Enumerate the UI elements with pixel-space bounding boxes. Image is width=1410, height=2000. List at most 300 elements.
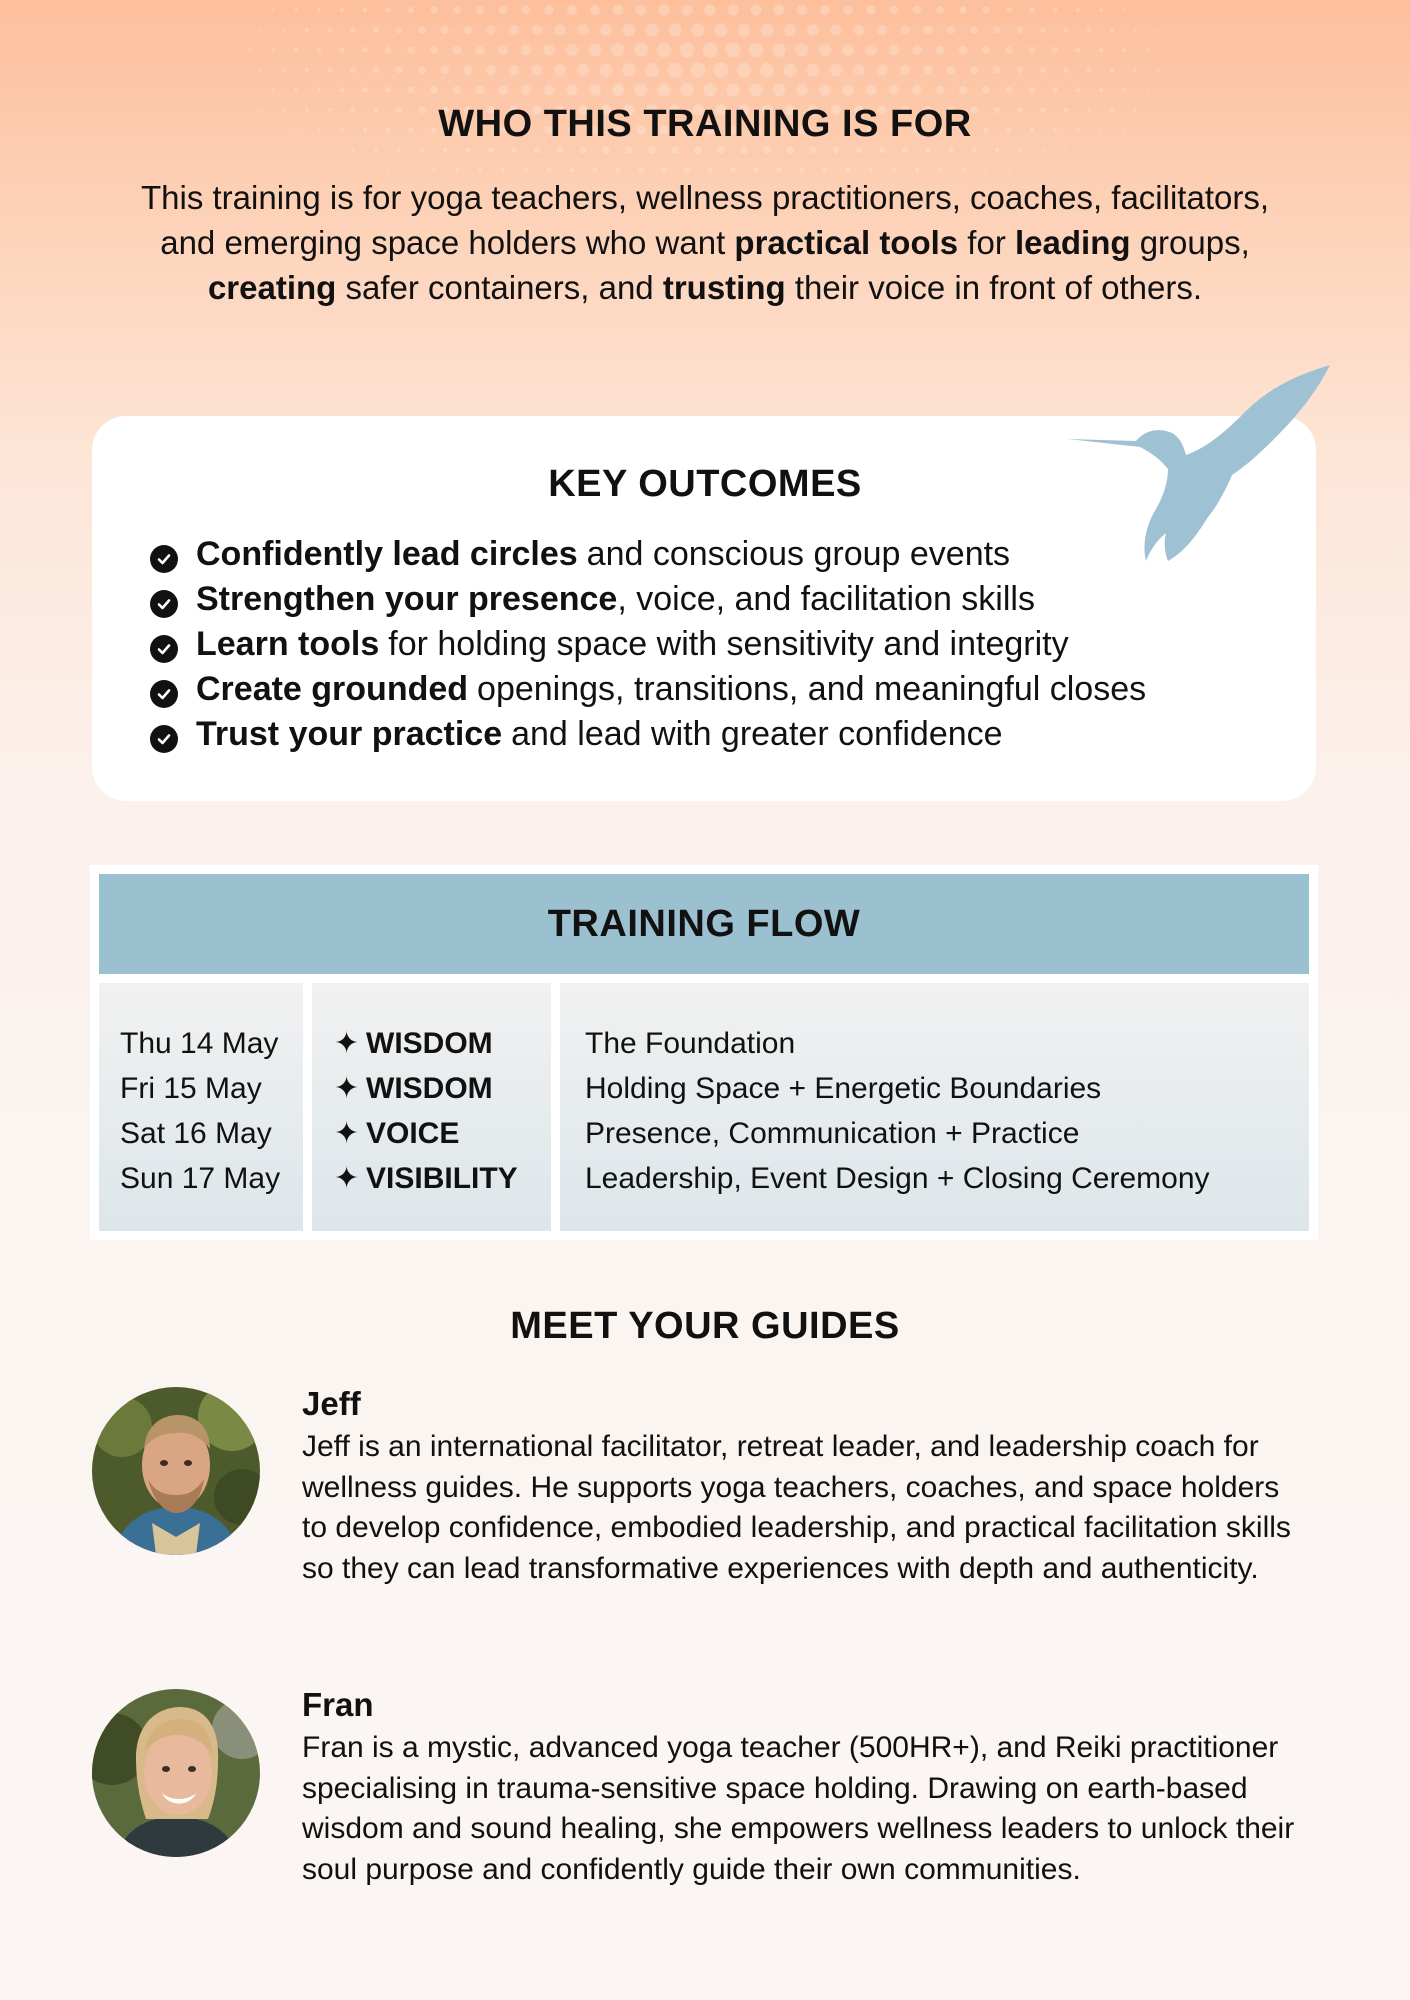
decorative-dot — [680, 83, 693, 96]
flow-date: Sun 17 May — [120, 1162, 281, 1195]
decorative-dot — [737, 63, 752, 78]
decorative-dot — [1123, 9, 1126, 12]
decorative-dot — [1041, 148, 1044, 151]
decorative-dot — [305, 28, 309, 32]
decorative-dot — [783, 63, 796, 76]
decorative-dot — [972, 148, 977, 153]
decorative-dot — [543, 44, 554, 55]
decorative-dot — [690, 62, 705, 77]
decorative-dot — [317, 48, 322, 53]
decorative-dot — [350, 67, 356, 73]
decorative-dot — [889, 85, 899, 95]
decorative-dot — [600, 64, 613, 77]
decorative-dot — [707, 167, 713, 173]
decorative-dot — [407, 46, 414, 53]
outcome-emphasis: Strengthen your presence — [196, 580, 618, 618]
intro-text: This training is for yoga teachers, wellness practitioners, coaches, facilitators, and emerging space holders who want — [141, 179, 1269, 261]
intro-paragraph — [110, 175, 1300, 310]
decorative-dot — [1053, 8, 1058, 13]
decorative-dot — [350, 27, 355, 32]
decorative-dot — [959, 86, 967, 94]
intro-emphasis: leading — [1015, 224, 1131, 261]
decorative-dot — [521, 45, 532, 56]
decorative-dot — [795, 43, 808, 56]
decorative-dot — [750, 84, 763, 97]
key-outcomes-title: KEY OUTCOMES — [548, 463, 862, 505]
flow-theme — [334, 1066, 551, 1111]
decorative-dot — [763, 146, 770, 153]
flow-topic: Holding Space + Energetic Boundaries — [585, 1072, 1102, 1105]
decorative-dot — [486, 25, 495, 34]
decorative-dot — [819, 44, 831, 56]
flow-topic: Presence, Communication + Practice — [585, 1117, 1080, 1150]
decorative-dot — [362, 7, 367, 12]
decorative-dot — [1145, 48, 1148, 51]
themes-column — [312, 983, 551, 1231]
check-circle-icon — [150, 590, 178, 618]
decorative-dot — [796, 84, 808, 96]
decorative-dot — [465, 147, 470, 152]
sparkle-icon: ✦ — [334, 1162, 360, 1195]
decorative-dot — [694, 146, 702, 154]
decorative-dot — [866, 5, 875, 14]
decorative-dot — [959, 46, 967, 54]
outcome-emphasis: Confidently lead circles — [196, 535, 578, 573]
decorative-dot — [704, 4, 715, 15]
decorative-dot — [1099, 88, 1103, 92]
decorative-dot — [923, 65, 932, 74]
flow-topic: Leadership, Event Design + Closing Ceremony — [585, 1162, 1210, 1195]
decorative-dot — [726, 43, 741, 58]
decorative-dot — [726, 83, 739, 96]
decorative-dot — [890, 6, 899, 15]
decorative-dot — [443, 148, 448, 153]
decorative-dot — [681, 4, 692, 15]
decorative-dot — [680, 43, 695, 58]
intro-text: their voice in front of others. — [785, 269, 1203, 306]
decorative-dot — [1146, 9, 1148, 11]
outcome-text: , voice, and facilitation skills — [617, 580, 1035, 618]
decorative-dot — [418, 26, 425, 33]
decorative-dot — [625, 146, 632, 153]
decorative-dot — [1157, 29, 1159, 31]
decorative-dot — [797, 5, 808, 16]
decorative-dot — [430, 86, 438, 94]
decorative-dot — [1006, 7, 1012, 13]
decorative-dot — [1052, 87, 1057, 92]
decorative-dot — [983, 7, 990, 14]
decorative-dot — [1052, 47, 1058, 53]
outcome-emphasis: Create grounded — [196, 670, 469, 708]
flow-date: Thu 14 May — [120, 1027, 279, 1060]
decorative-dot — [866, 85, 876, 95]
decorative-dot — [786, 146, 793, 153]
decorative-dot — [1065, 149, 1068, 152]
decorative-dot — [590, 5, 600, 15]
decorative-dot — [544, 85, 555, 96]
decorative-dot — [1017, 27, 1023, 33]
decorative-dot — [580, 147, 587, 154]
decorative-dot — [464, 26, 473, 35]
decorative-dot — [738, 24, 751, 37]
decorative-dot — [555, 25, 566, 36]
flow-theme-label: WISDOM — [366, 1072, 493, 1105]
decorative-dot — [294, 48, 298, 52]
decorative-dot — [774, 5, 785, 16]
decorative-dot — [691, 23, 704, 36]
intro-emphasis: creating — [207, 269, 337, 306]
intro-text: for — [958, 224, 1015, 261]
outcome-item — [150, 577, 1146, 622]
decorative-dot — [498, 85, 507, 94]
decorative-dot — [1005, 46, 1012, 53]
decorative-dot — [985, 169, 988, 172]
decorative-dot — [842, 44, 854, 56]
intro-text: groups, — [1130, 224, 1250, 261]
who-title: WHO THIS TRAINING IS FOR — [438, 103, 972, 145]
decorative-dot — [476, 6, 484, 14]
decorative-dot — [1076, 8, 1080, 12]
decorative-dot — [418, 66, 426, 74]
flow-theme-label: WISDOM — [366, 1027, 493, 1060]
decorative-dot — [577, 64, 589, 76]
outcome-text: openings, transitions, and meaningful closes — [477, 670, 1147, 708]
decorative-dot — [282, 68, 286, 72]
decorative-dot — [327, 67, 332, 72]
decorative-dot — [702, 42, 717, 57]
decorative-dot — [915, 168, 919, 172]
intro-emphasis: practical tools — [734, 224, 959, 261]
decorative-dot — [668, 63, 683, 78]
decorative-dot — [646, 24, 659, 37]
decorative-dot — [856, 147, 862, 153]
decorative-dot — [760, 63, 774, 77]
decorative-dot — [924, 26, 933, 35]
decorative-dot — [970, 26, 978, 34]
decorative-dot — [776, 167, 782, 173]
decorative-dot — [567, 5, 577, 15]
decorative-dot — [1122, 48, 1126, 52]
decorative-dot — [1040, 27, 1046, 33]
guide-name-jeff: Jeff — [302, 1385, 361, 1422]
decorative-dot — [671, 146, 679, 154]
decorative-dot — [329, 149, 331, 151]
decorative-dot — [453, 86, 461, 94]
decorative-dot — [773, 84, 785, 96]
decorative-dot — [1133, 68, 1136, 71]
decorative-dot — [1088, 149, 1090, 151]
decorative-dot — [1006, 87, 1013, 94]
decorative-dot — [730, 167, 736, 173]
flow-theme — [334, 1156, 551, 1201]
decorative-dot — [982, 46, 990, 54]
outcome-item — [150, 712, 1146, 757]
decorative-dot — [501, 168, 505, 172]
check-circle-icon — [150, 680, 178, 708]
sparkle-icon: ✦ — [334, 1027, 360, 1060]
decorative-dot — [900, 65, 910, 75]
decorative-dot — [959, 6, 966, 13]
outcome-text: for holding space with sensitivity and integrity — [388, 625, 1069, 663]
decorative-dot — [714, 23, 727, 36]
decorative-dot — [373, 67, 379, 73]
decorative-dot — [430, 46, 438, 54]
decorative-dot — [819, 84, 831, 96]
decorative-dot — [622, 63, 636, 77]
decorative-dot — [1017, 67, 1024, 74]
decorative-dot — [486, 65, 496, 75]
decorative-dot — [1018, 148, 1022, 152]
decorative-dot — [982, 86, 989, 93]
decorative-dot — [521, 85, 531, 95]
decorative-dot — [820, 5, 830, 15]
decorative-dot — [592, 167, 597, 172]
decorative-dot — [431, 7, 438, 14]
decorative-dot — [869, 168, 874, 173]
decorative-dot — [453, 6, 460, 13]
decorative-dot — [833, 147, 840, 154]
decorative-dot — [410, 169, 413, 172]
decorative-dot — [385, 7, 391, 13]
decorative-dot — [947, 26, 955, 34]
decorative-dot — [455, 168, 458, 171]
sparkle-icon: ✦ — [334, 1117, 360, 1150]
outcome-text: and conscious group events — [586, 535, 1011, 573]
decorative-dot — [374, 148, 377, 151]
decorative-dot — [1029, 7, 1034, 12]
decorative-dot — [547, 168, 552, 173]
decorative-dot — [1029, 87, 1035, 93]
outcome-emphasis: Learn tools — [196, 625, 380, 663]
decorative-dot — [892, 168, 896, 172]
decorative-dot — [282, 28, 285, 31]
decorative-dot — [463, 65, 472, 74]
decorative-dot — [362, 87, 368, 93]
decorative-dot — [645, 63, 659, 77]
decorative-dot — [634, 43, 648, 57]
decorative-dot — [822, 167, 827, 172]
decorative-dot — [509, 65, 519, 75]
decorative-dot — [441, 26, 449, 34]
decorative-dot — [947, 66, 956, 75]
decorative-dot — [569, 167, 574, 172]
decorative-dot — [936, 6, 944, 14]
decorative-dot — [420, 148, 424, 152]
decorative-dot — [441, 66, 449, 74]
flow-date: Sat 16 May — [120, 1117, 272, 1150]
decorative-dot — [522, 6, 531, 15]
decorative-dot — [249, 49, 252, 52]
intro-text: safer containers, and — [336, 269, 663, 306]
outcome-item — [150, 532, 1146, 577]
flow-topic: The Foundation — [585, 1027, 796, 1060]
guides-title: MEET YOUR GUIDES — [510, 1305, 900, 1347]
decorative-dot — [684, 167, 690, 173]
decorative-dot — [340, 8, 344, 12]
decorative-dot — [912, 85, 921, 94]
decorative-dot — [993, 66, 1000, 73]
decorative-dot — [557, 147, 564, 154]
decorative-dot — [294, 88, 298, 92]
decorative-dot — [271, 48, 274, 51]
decorative-dot — [727, 4, 738, 15]
decorative-dot — [830, 24, 841, 35]
decorative-dot — [843, 5, 853, 15]
decorative-dot — [305, 68, 309, 72]
guide-bio-jeff: Jeff is an international facilitator, retreat leader, and leadership coach for wellness guides. He supports yoga teachers, coaches, and space holders to develop confidence, embodied leadership, and practical facilitation skills so they can lead transformative experiences with depth and authenticity. — [302, 1430, 1291, 1585]
decorative-dot — [936, 86, 945, 95]
decorative-dot — [554, 64, 566, 76]
decorative-dot — [531, 64, 542, 75]
topics-column — [560, 983, 1309, 1231]
decorative-dot — [1075, 47, 1080, 52]
decorative-dot — [784, 24, 796, 36]
decorative-dot — [949, 148, 954, 153]
decorative-dot — [703, 83, 716, 96]
decorative-dot — [636, 5, 647, 16]
decorative-dot — [511, 147, 517, 153]
decorative-dot — [1133, 28, 1136, 31]
decorative-dot — [993, 26, 1000, 33]
guide-name-fran: Fran — [302, 1686, 374, 1723]
decorative-dot — [970, 66, 978, 74]
decorative-dot — [259, 68, 262, 71]
check-circle-icon — [150, 635, 178, 663]
decorative-dot — [1076, 88, 1081, 93]
decorative-dot — [566, 84, 577, 95]
decorative-dot — [1099, 8, 1103, 12]
flow-date: Fri 15 May — [120, 1072, 262, 1105]
decorative-dot-pattern — [0, 0, 1410, 200]
decorative-dot — [877, 25, 887, 35]
decorative-dot — [1087, 68, 1092, 73]
decorative-dot — [352, 149, 355, 152]
decorative-dot — [387, 169, 389, 171]
decorative-dot — [902, 147, 908, 153]
decorative-dot — [615, 167, 620, 172]
decorative-dot — [532, 25, 542, 35]
decorative-dot — [913, 6, 921, 14]
decorative-dot — [524, 168, 528, 172]
decorative-dot — [1040, 67, 1046, 73]
decorative-dot — [661, 167, 667, 173]
decorative-dot — [1110, 68, 1114, 72]
decorative-dot — [499, 6, 507, 14]
decorative-dot — [476, 86, 485, 95]
decorative-dot — [961, 168, 964, 171]
decorative-dot — [509, 25, 519, 35]
decorative-dot — [395, 66, 402, 73]
decorative-dot — [328, 28, 333, 33]
flow-theme — [334, 1021, 551, 1066]
guide-bio-fran: Fran is a mystic, advanced yoga teacher (500HR+), and Reiki practitioner specialising in trauma-sensitive space holding. Drawing on earth-based wisdom and sound healing, she empowers wellness leaders to unlock their soul purpose and confidently guide their own communities. — [302, 1731, 1295, 1886]
decorative-dot — [879, 147, 885, 153]
outcome-emphasis: Trust your practice — [196, 715, 503, 753]
outcome-text: and lead with greater confidence — [511, 715, 1003, 753]
outcome-item — [150, 667, 1146, 712]
decorative-dot — [846, 168, 851, 173]
decorative-dot — [1122, 88, 1125, 91]
decorative-dot — [648, 146, 655, 153]
decorative-dot — [623, 24, 635, 36]
decorative-dot — [843, 85, 854, 96]
decorative-dot — [362, 47, 368, 53]
decorative-dot — [475, 45, 484, 54]
decorative-dot — [1063, 27, 1068, 32]
decorative-dot — [853, 64, 864, 75]
decorative-dot — [912, 45, 922, 55]
decorative-dot — [807, 24, 819, 36]
avatar-fran — [92, 1689, 260, 1857]
decorative-dot — [714, 63, 729, 78]
decorative-dot — [740, 146, 748, 154]
decorative-dot — [635, 84, 648, 97]
decorative-dot — [772, 43, 786, 57]
decorative-dot — [488, 147, 494, 153]
decorative-dot — [658, 4, 669, 15]
decorative-dot — [1008, 169, 1010, 171]
decorative-dot — [600, 24, 612, 36]
decorative-dot — [854, 25, 865, 36]
decorative-dot — [385, 47, 392, 54]
decorative-dot — [717, 146, 725, 154]
sparkle-icon: ✦ — [334, 1072, 360, 1105]
flow-theme — [334, 1111, 551, 1156]
avatar-jeff — [92, 1387, 260, 1555]
dates-column — [99, 983, 303, 1231]
decorative-dot — [397, 148, 401, 152]
decorative-dot — [807, 64, 820, 77]
decorative-dot — [317, 88, 321, 92]
decorative-dot — [249, 89, 251, 91]
decorative-dot — [566, 44, 578, 56]
decorative-dot — [799, 167, 804, 172]
decorative-dot — [668, 23, 681, 36]
decorative-dot — [373, 27, 379, 33]
decorative-dot — [657, 43, 671, 57]
training-flow-title: TRAINING FLOW — [99, 874, 1309, 974]
decorative-dot — [272, 9, 275, 12]
decorative-dot — [935, 45, 944, 54]
check-circle-icon — [150, 725, 178, 753]
decorative-dot — [1063, 67, 1068, 72]
decorative-dot — [260, 29, 263, 32]
key-outcomes-list — [150, 532, 1146, 757]
decorative-dot — [809, 146, 816, 153]
decorative-dot — [995, 148, 999, 152]
decorative-dot — [317, 8, 321, 12]
decorative-dot — [900, 25, 910, 35]
decorative-dot — [658, 84, 671, 97]
decorative-dot — [589, 84, 601, 96]
decorative-dot — [1146, 89, 1149, 92]
intro-emphasis: trusting — [662, 269, 786, 306]
decorative-dot — [613, 5, 624, 16]
decorative-dot — [453, 46, 462, 55]
decorative-dot — [339, 47, 344, 52]
decorative-dot — [602, 146, 609, 153]
flow-theme-label: VISIBILITY — [366, 1162, 518, 1195]
decorative-dot — [877, 65, 888, 76]
decorative-dot — [1029, 47, 1035, 53]
decorative-dot — [478, 168, 482, 172]
decorative-dot — [749, 43, 763, 57]
decorative-dot — [339, 87, 344, 92]
decorative-dot — [498, 45, 508, 55]
decorative-dot — [753, 167, 759, 173]
decorative-dot — [396, 27, 403, 34]
check-circle-icon — [150, 545, 178, 573]
